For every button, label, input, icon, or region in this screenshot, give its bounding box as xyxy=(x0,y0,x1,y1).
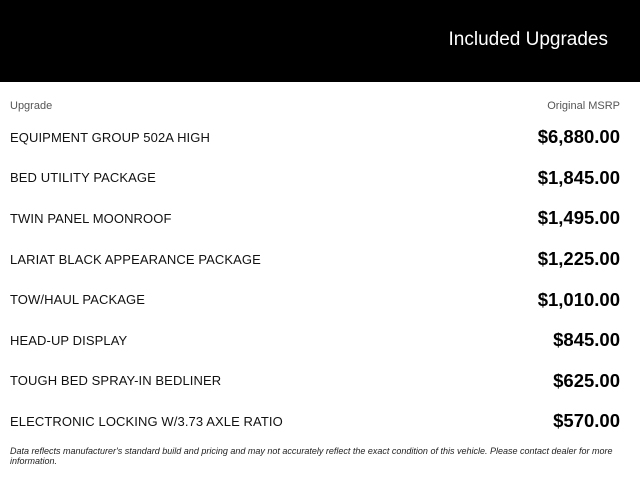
upgrades-header xyxy=(0,0,640,82)
upgrade-price: $6,880.00 xyxy=(537,126,620,148)
page-title: Included Upgrades xyxy=(448,29,608,50)
upgrade-price: $1,495.00 xyxy=(537,207,620,229)
upgrade-row xyxy=(10,401,620,442)
upgrade-row xyxy=(10,158,620,199)
upgrade-name: LARIAT BLACK APPEARANCE PACKAGE xyxy=(10,251,261,267)
upgrade-name: TOW/HAUL PACKAGE xyxy=(10,292,145,308)
upgrade-row xyxy=(10,239,620,280)
upgrade-price: $1,225.00 xyxy=(537,248,620,270)
upgrade-name: TOUGH BED SPRAY-IN BEDLINER xyxy=(10,373,222,389)
upgrade-name: HEAD-UP DISPLAY xyxy=(10,332,128,348)
column-header-upgrade: Upgrade xyxy=(10,100,53,112)
upgrade-name: EQUIPMENT GROUP 502A HIGH xyxy=(10,129,210,145)
upgrade-price: $570.00 xyxy=(553,410,620,432)
upgrade-name: BED UTILITY PACKAGE xyxy=(10,170,156,186)
upgrade-name: TWIN PANEL MOONROOF xyxy=(10,210,172,226)
upgrade-price: $845.00 xyxy=(553,329,620,351)
upgrade-list xyxy=(10,117,620,442)
upgrade-name: ELECTRONIC LOCKING W/3.73 AXLE RATIO xyxy=(10,413,283,429)
upgrade-price: $1,010.00 xyxy=(537,288,620,310)
pricing-disclaimer: Data reflects manufacturer's standard build and pricing and may not accurately reflect the exact condition of this vehicle. Please contact dealer for more information. xyxy=(10,445,613,466)
upgrade-row xyxy=(10,117,620,158)
upgrade-row xyxy=(10,320,620,361)
upgrade-price: $1,845.00 xyxy=(537,166,620,188)
upgrade-row xyxy=(10,198,620,239)
upgrade-price: $625.00 xyxy=(553,369,620,391)
column-headers xyxy=(10,95,620,117)
upgrade-row xyxy=(10,361,620,402)
column-header-msrp: Original MSRP xyxy=(547,100,620,112)
upgrades-table xyxy=(0,95,640,442)
upgrade-row xyxy=(10,279,620,320)
